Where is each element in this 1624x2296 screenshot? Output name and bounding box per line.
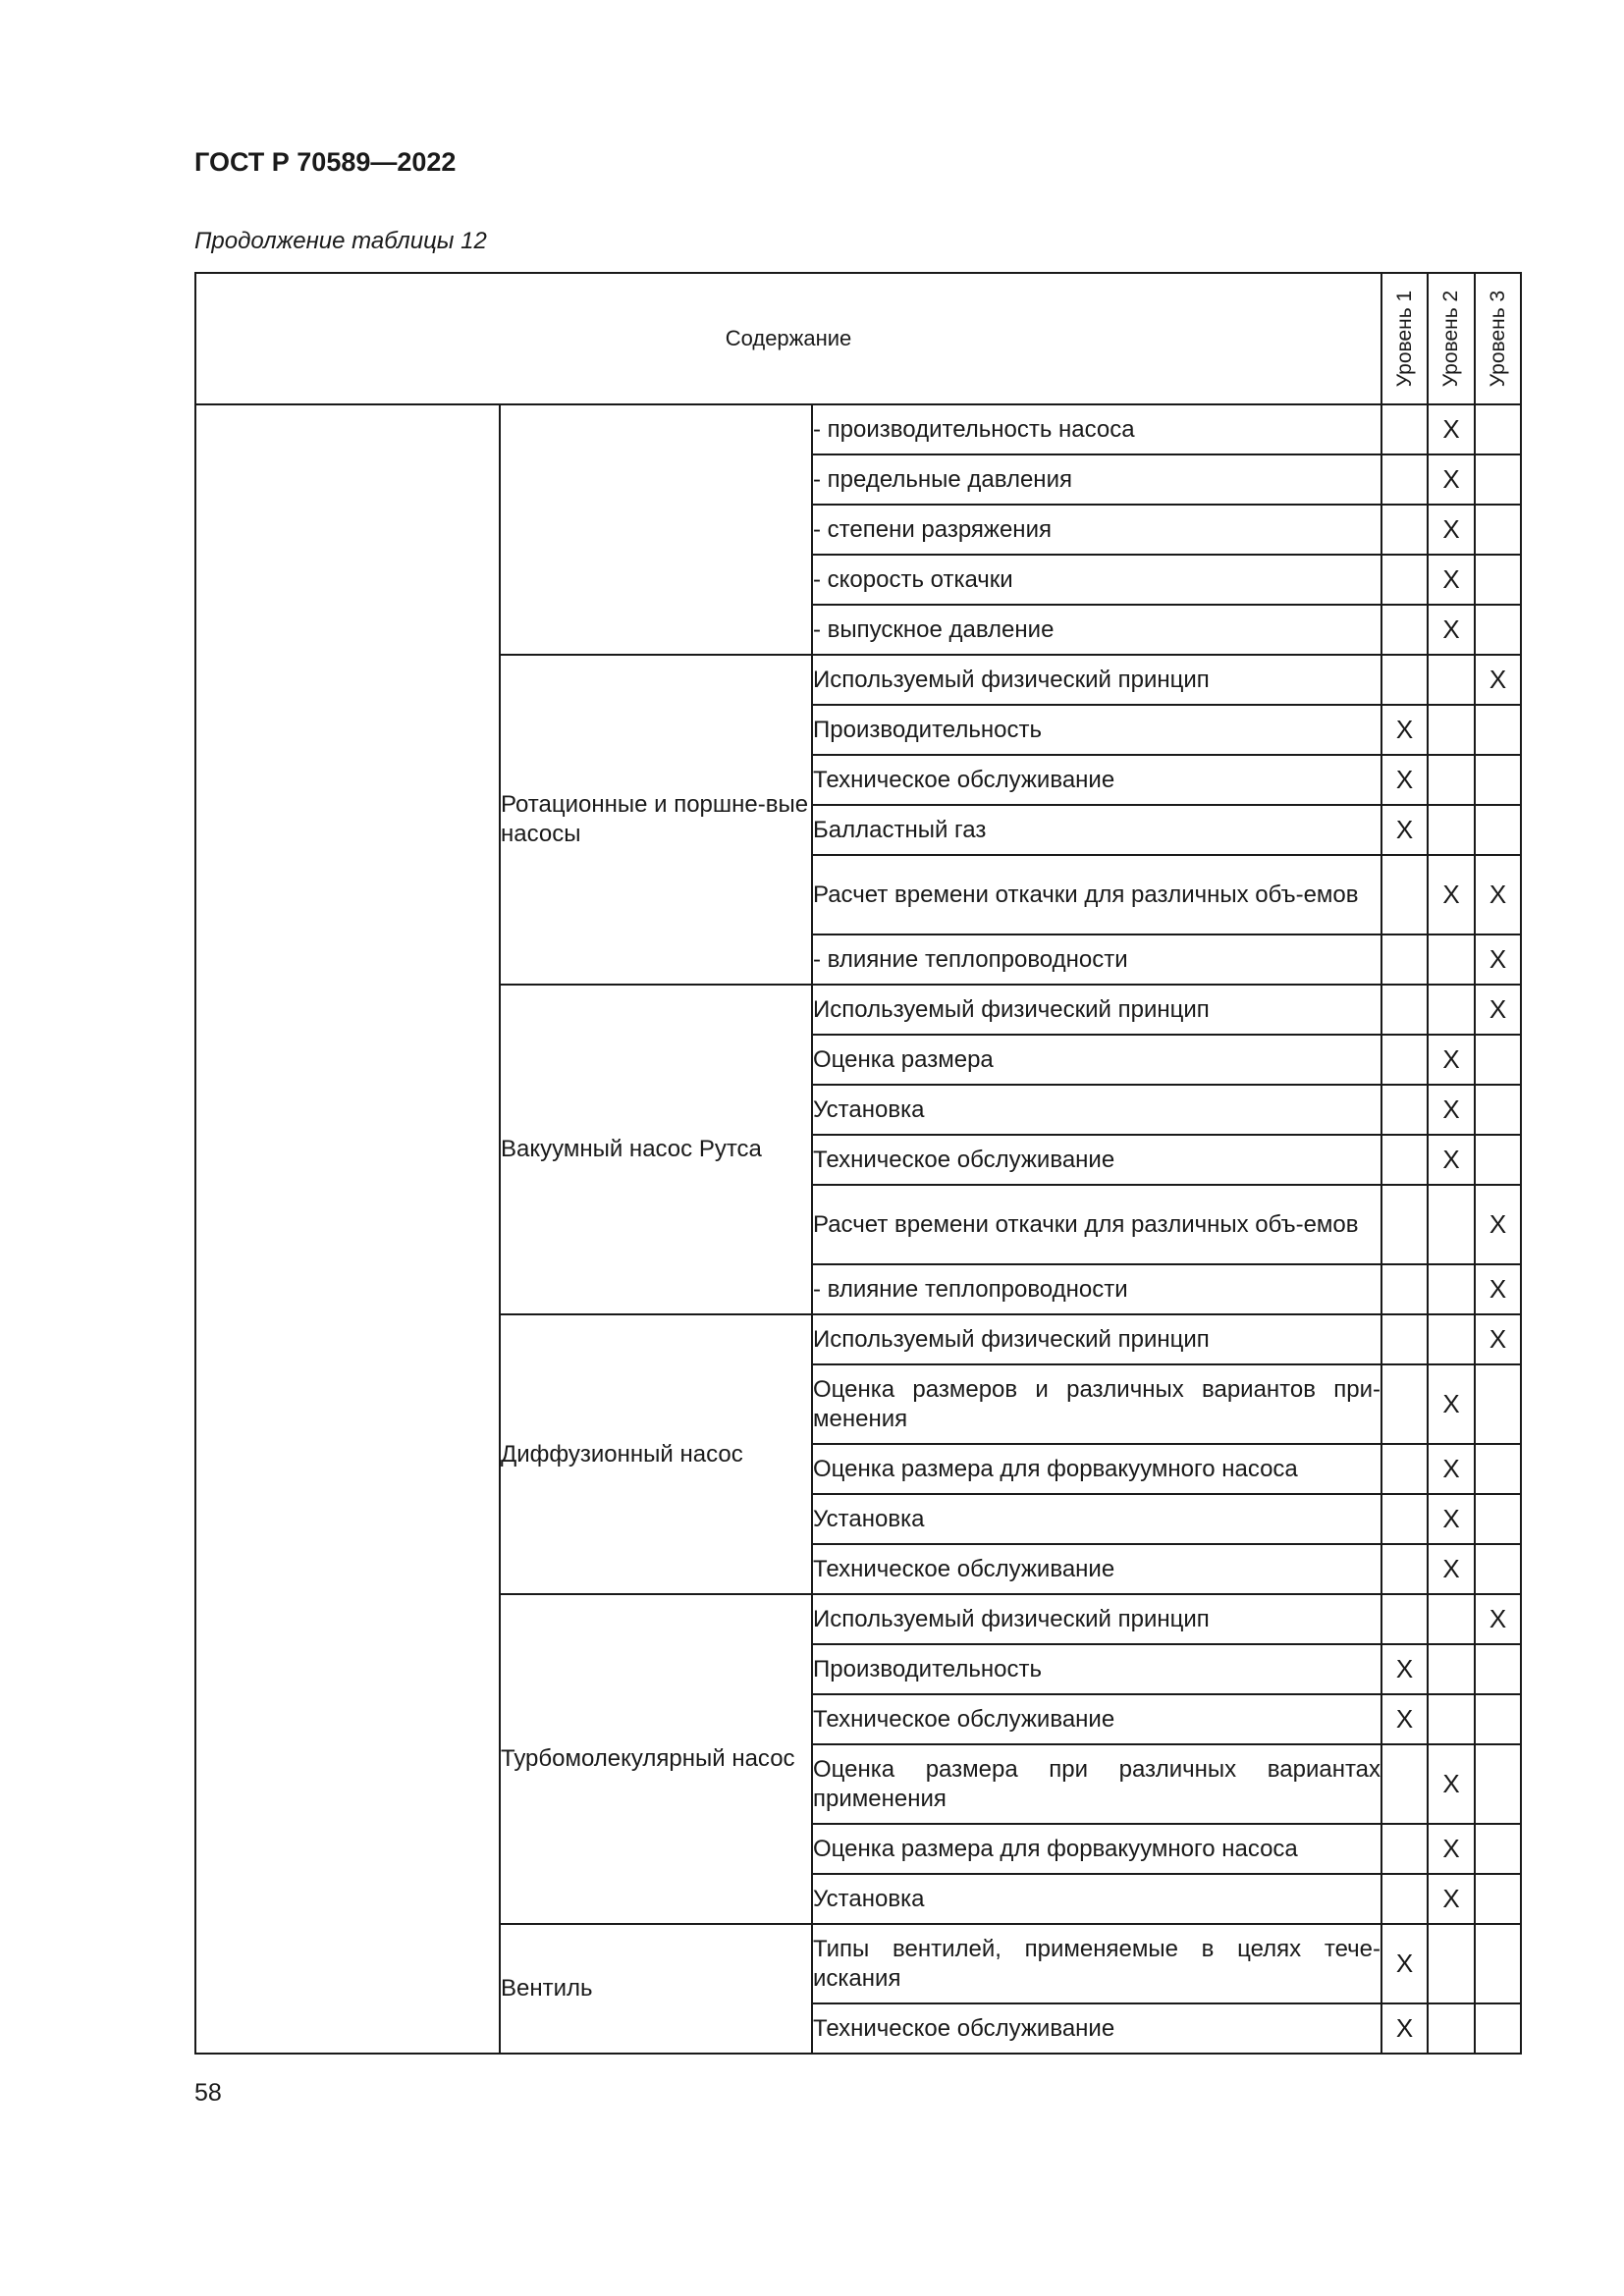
level-2-mark: X: [1428, 505, 1475, 555]
item-cell: Балластный газ: [812, 805, 1381, 855]
level-1-header: [1381, 273, 1428, 404]
level-3-mark: [1475, 505, 1521, 555]
level-1-mark: [1381, 1444, 1428, 1494]
item-cell: Расчет времени откачки для различных объ-емов: [812, 855, 1381, 934]
level-2-mark: [1428, 755, 1475, 805]
item-cell: Оценка размера для форвакуумного насоса: [812, 1444, 1381, 1494]
level-2-mark: [1428, 1185, 1475, 1264]
level-1-mark: [1381, 505, 1428, 555]
level-2-mark: X: [1428, 1744, 1475, 1824]
item-cell: - скорость откачки: [812, 555, 1381, 605]
level-3-mark: [1475, 755, 1521, 805]
content-header: Содержание: [195, 273, 1381, 404]
level-2-mark: [1428, 1314, 1475, 1364]
level-2-header-label: Уровень 2: [1439, 290, 1463, 388]
level-3-mark: [1475, 805, 1521, 855]
level-1-mark: [1381, 1035, 1428, 1085]
level-1-mark: [1381, 1185, 1428, 1264]
level-3-mark: [1475, 605, 1521, 655]
item-cell: Типы вентилей, применяемые в целях тече-искания: [812, 1924, 1381, 2003]
level-2-mark: [1428, 1694, 1475, 1744]
level-1-mark: [1381, 1135, 1428, 1185]
level-1-mark: [1381, 1085, 1428, 1135]
item-cell: - влияние теплопроводности: [812, 1264, 1381, 1314]
page-number: 58: [194, 2079, 222, 2107]
section-cell: [195, 404, 500, 2054]
level-2-mark: [1428, 705, 1475, 755]
level-1-mark: X: [1381, 2003, 1428, 2054]
level-3-mark: [1475, 1444, 1521, 1494]
item-cell: Используемый физический принцип: [812, 1594, 1381, 1644]
level-2-mark: [1428, 934, 1475, 985]
item-cell: - предельные давления: [812, 454, 1381, 505]
level-3-mark: X: [1475, 655, 1521, 705]
level-3-mark: [1475, 1644, 1521, 1694]
level-3-mark: [1475, 1694, 1521, 1744]
group-cell: Диффузионный насос: [500, 1314, 812, 1594]
level-3-mark: X: [1475, 934, 1521, 985]
level-2-mark: [1428, 1264, 1475, 1314]
level-1-mark: [1381, 1594, 1428, 1644]
level-1-mark: [1381, 1494, 1428, 1544]
item-cell: Установка: [812, 1085, 1381, 1135]
level-2-mark: X: [1428, 1364, 1475, 1444]
item-cell: Расчет времени откачки для различных объ-емов: [812, 1185, 1381, 1264]
level-2-mark: [1428, 805, 1475, 855]
level-1-mark: [1381, 454, 1428, 505]
level-1-mark: [1381, 1544, 1428, 1594]
group-cell: Вакуумный насос Рутса: [500, 985, 812, 1314]
table-header-row: [195, 273, 1521, 404]
level-3-mark: [1475, 1544, 1521, 1594]
level-1-mark: [1381, 855, 1428, 934]
level-2-mark: [1428, 1924, 1475, 2003]
group-cell: Ротационные и поршне-вые насосы: [500, 655, 812, 985]
level-3-mark: [1475, 705, 1521, 755]
item-cell: - производительность насоса: [812, 404, 1381, 454]
level-3-mark: X: [1475, 1594, 1521, 1644]
document-code: ГОСТ Р 70589—2022: [194, 147, 457, 177]
level-2-mark: [1428, 1644, 1475, 1694]
level-2-mark: X: [1428, 605, 1475, 655]
item-cell: - влияние теплопроводности: [812, 934, 1381, 985]
group-cell: Турбомолекулярный насос: [500, 1594, 812, 1924]
item-cell: Используемый физический принцип: [812, 655, 1381, 705]
item-cell: Используемый физический принцип: [812, 985, 1381, 1035]
level-1-mark: [1381, 985, 1428, 1035]
level-1-mark: [1381, 655, 1428, 705]
item-cell: Оценка размера: [812, 1035, 1381, 1085]
level-2-mark: X: [1428, 1824, 1475, 1874]
level-2-mark: X: [1428, 1444, 1475, 1494]
level-1-mark: X: [1381, 1644, 1428, 1694]
level-3-mark: [1475, 1874, 1521, 1924]
level-1-mark: [1381, 1364, 1428, 1444]
level-3-mark: [1475, 2003, 1521, 2054]
level-3-mark: [1475, 1924, 1521, 2003]
level-2-mark: X: [1428, 1494, 1475, 1544]
level-3-mark: [1475, 1824, 1521, 1874]
level-1-mark: [1381, 1744, 1428, 1824]
item-cell: Техническое обслуживание: [812, 1544, 1381, 1594]
level-3-mark: [1475, 555, 1521, 605]
level-2-mark: X: [1428, 1544, 1475, 1594]
item-cell: Техническое обслуживание: [812, 1135, 1381, 1185]
level-1-mark: X: [1381, 1694, 1428, 1744]
level-1-mark: [1381, 605, 1428, 655]
level-2-mark: X: [1428, 1135, 1475, 1185]
level-3-mark: [1475, 1744, 1521, 1824]
level-3-mark: X: [1475, 855, 1521, 934]
item-cell: Оценка размера для форвакуумного насоса: [812, 1824, 1381, 1874]
level-3-mark: X: [1475, 1185, 1521, 1264]
item-cell: Оценка размера при различных вариантах применения: [812, 1744, 1381, 1824]
level-3-mark: X: [1475, 1264, 1521, 1314]
level-2-mark: X: [1428, 555, 1475, 605]
level-3-mark: X: [1475, 1314, 1521, 1364]
level-1-mark: [1381, 1824, 1428, 1874]
level-2-mark: [1428, 985, 1475, 1035]
item-cell: Техническое обслуживание: [812, 755, 1381, 805]
item-cell: Техническое обслуживание: [812, 2003, 1381, 2054]
table-caption: Продолжение таблицы 12: [194, 228, 487, 254]
table-body: [195, 404, 1521, 2054]
level-1-mark: [1381, 555, 1428, 605]
level-2-mark: [1428, 1594, 1475, 1644]
item-cell: - степени разряжения: [812, 505, 1381, 555]
level-2-mark: [1428, 655, 1475, 705]
item-cell: Установка: [812, 1874, 1381, 1924]
level-3-header: [1475, 273, 1521, 404]
level-1-mark: X: [1381, 755, 1428, 805]
group-cell: Вентиль: [500, 1924, 812, 2054]
table-row: [195, 404, 1521, 454]
item-cell: Производительность: [812, 705, 1381, 755]
level-2-mark: X: [1428, 855, 1475, 934]
level-2-mark: X: [1428, 454, 1475, 505]
level-2-mark: [1428, 2003, 1475, 2054]
level-3-mark: X: [1475, 985, 1521, 1035]
level-3-mark: [1475, 1494, 1521, 1544]
item-cell: Оценка размеров и различных вариантов при-менения: [812, 1364, 1381, 1444]
level-3-mark: [1475, 1035, 1521, 1085]
level-1-mark: [1381, 934, 1428, 985]
level-3-mark: [1475, 454, 1521, 505]
group-cell: [500, 404, 812, 655]
item-cell: Производительность: [812, 1644, 1381, 1694]
item-cell: Установка: [812, 1494, 1381, 1544]
content-table: [194, 272, 1522, 2055]
level-1-mark: X: [1381, 1924, 1428, 2003]
level-2-mark: X: [1428, 404, 1475, 454]
item-cell: Техническое обслуживание: [812, 1694, 1381, 1744]
level-1-mark: [1381, 404, 1428, 454]
level-2-mark: X: [1428, 1085, 1475, 1135]
level-1-mark: X: [1381, 805, 1428, 855]
level-3-header-label: Уровень 3: [1486, 290, 1509, 388]
level-1-mark: [1381, 1874, 1428, 1924]
level-1-header-label: Уровень 1: [1392, 290, 1416, 388]
item-cell: - выпускное давление: [812, 605, 1381, 655]
level-2-header: [1428, 273, 1475, 404]
level-2-mark: X: [1428, 1035, 1475, 1085]
level-3-mark: [1475, 1085, 1521, 1135]
level-1-mark: X: [1381, 705, 1428, 755]
level-3-mark: [1475, 404, 1521, 454]
level-3-mark: [1475, 1364, 1521, 1444]
level-1-mark: [1381, 1314, 1428, 1364]
level-1-mark: [1381, 1264, 1428, 1314]
level-2-mark: X: [1428, 1874, 1475, 1924]
level-3-mark: [1475, 1135, 1521, 1185]
item-cell: Используемый физический принцип: [812, 1314, 1381, 1364]
